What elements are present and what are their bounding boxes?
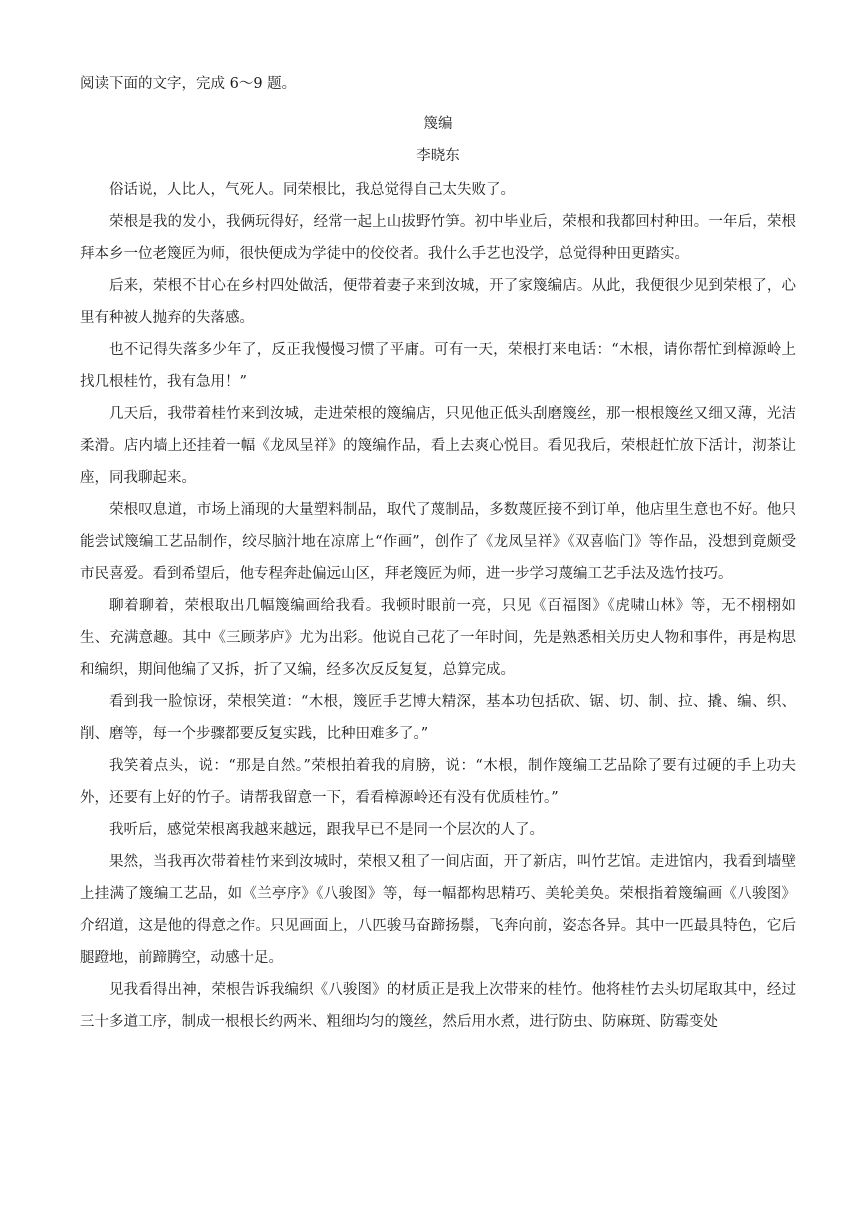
article-paragraph: 荣根叹息道，市场上涌现的大量塑料制品，取代了蔑制品，多数蔑匠接不到订单，他店里生意也不好。他只能尝试篾编工艺品制作，绞尽脑汁地在凉席上“作画”，创作了《龙凤呈祥》《双喜临门》等作品，没想到竟颇受市民喜爱。看到希望后，他专程奔赴偏远山区，拜老篾匠为师，进一步学习蔑编工艺手法及选竹技巧。 xyxy=(80,502,796,582)
article-author: 李晓东 xyxy=(416,148,460,164)
article-paragraph: 见我看得出神，荣根告诉我编织《八骏图》的材质正是我上次带来的桂竹。他将桂竹去头切尾取其中，经过三十多道工序，制成一根根长约两米、粗细均匀的篾丝，然后用水煮，进行防虫、防麻斑、防霉变处 xyxy=(80,982,796,1030)
document-page xyxy=(80,68,796,1038)
article-paragraph: 俗话说，人比人，气死人。同荣根比，我总觉得自己太失败了。 xyxy=(109,182,515,198)
article-title: 篾编 xyxy=(423,116,453,132)
article-paragraph: 我听后，感觉荣根离我越来越远，跟我早已不是同一个层次的人了。 xyxy=(109,822,544,838)
article-paragraph: 也不记得失落多少年了，反正我慢慢习惯了平庸。可有一天，荣根打来电话：“木根，请你帮忙到樟源岭上找几根桂竹，我有急用！” xyxy=(80,342,796,390)
article-paragraph: 后来，荣根不甘心在乡村四处做活，便带着妻子来到汝城，开了家篾编店。从此，我便很少见到荣根了，心里有种被人抛弃的失落感。 xyxy=(80,278,796,326)
article-paragraph: 我笑着点头，说：“那是自然。”荣根拍着我的肩膀，说：“木根，制作篾编工艺品除了要有过硬的手上功夫外，还要有上好的竹子。请帮我留意一下，看看樟源岭还有没有优质桂竹。” xyxy=(80,758,796,806)
article-paragraph: 几天后，我带着桂竹来到汝城，走进荣根的篾编店，只见他正低头刮磨篾丝，那一根根篾丝又细又薄，光洁柔滑。店内墙上还挂着一幅《龙凤呈祥》的篾编作品，看上去爽心悦目。看见我后，荣根赶忙放下活计，沏茶让座，同我聊起来。 xyxy=(80,406,796,486)
article-paragraph: 看到我一脸惊讶，荣根笑道：“木根，篾匠手艺博大精深，基本功包括砍、锯、切、制、拉、撬、编、织、削、磨等，每一个步骤都要反复实践，比种田难多了。” xyxy=(80,694,796,742)
article-body xyxy=(80,174,796,1038)
article-paragraph: 聊着聊着，荣根取出几幅篾编画给我看。我顿时眼前一亮，只见《百福图》《虎啸山林》等，无不栩栩如生、充满意趣。其中《三顾茅庐》尤为出彩。他说自己花了一年时间，先是熟悉相关历史人物和事件，再是构思和编织，期间他编了又拆，折了又编，经多次反反复复，总算完成。 xyxy=(80,598,796,678)
reading-instruction: 阅读下面的文字，完成 6～9 题。 xyxy=(80,76,297,92)
article-paragraph: 果然，当我再次带着桂竹来到汝城时，荣根又租了一间店面，开了新店，叫竹艺馆。走进馆内，我看到墙壁上挂满了篾编工艺品，如《兰亭序》《八骏图》等，每一幅都构思精巧、美轮美奂。荣根指着篾编画《八骏图》介绍道，这是他的得意之作。只见画面上，八匹骏马奋蹄扬鬃，飞奔向前，姿态各异。其中一匹最具特色，它后腿蹬地，前蹄腾空，动感十足。 xyxy=(80,854,796,966)
article-paragraph: 荣根是我的发小，我俩玩得好，经常一起上山拔野竹笋。初中毕业后，荣根和我都回村种田。一年后，荣根拜本乡一位老篾匠为师，很快便成为学徒中的佼佼者。我什么手艺也没学，总觉得种田更踏实。 xyxy=(80,214,796,262)
